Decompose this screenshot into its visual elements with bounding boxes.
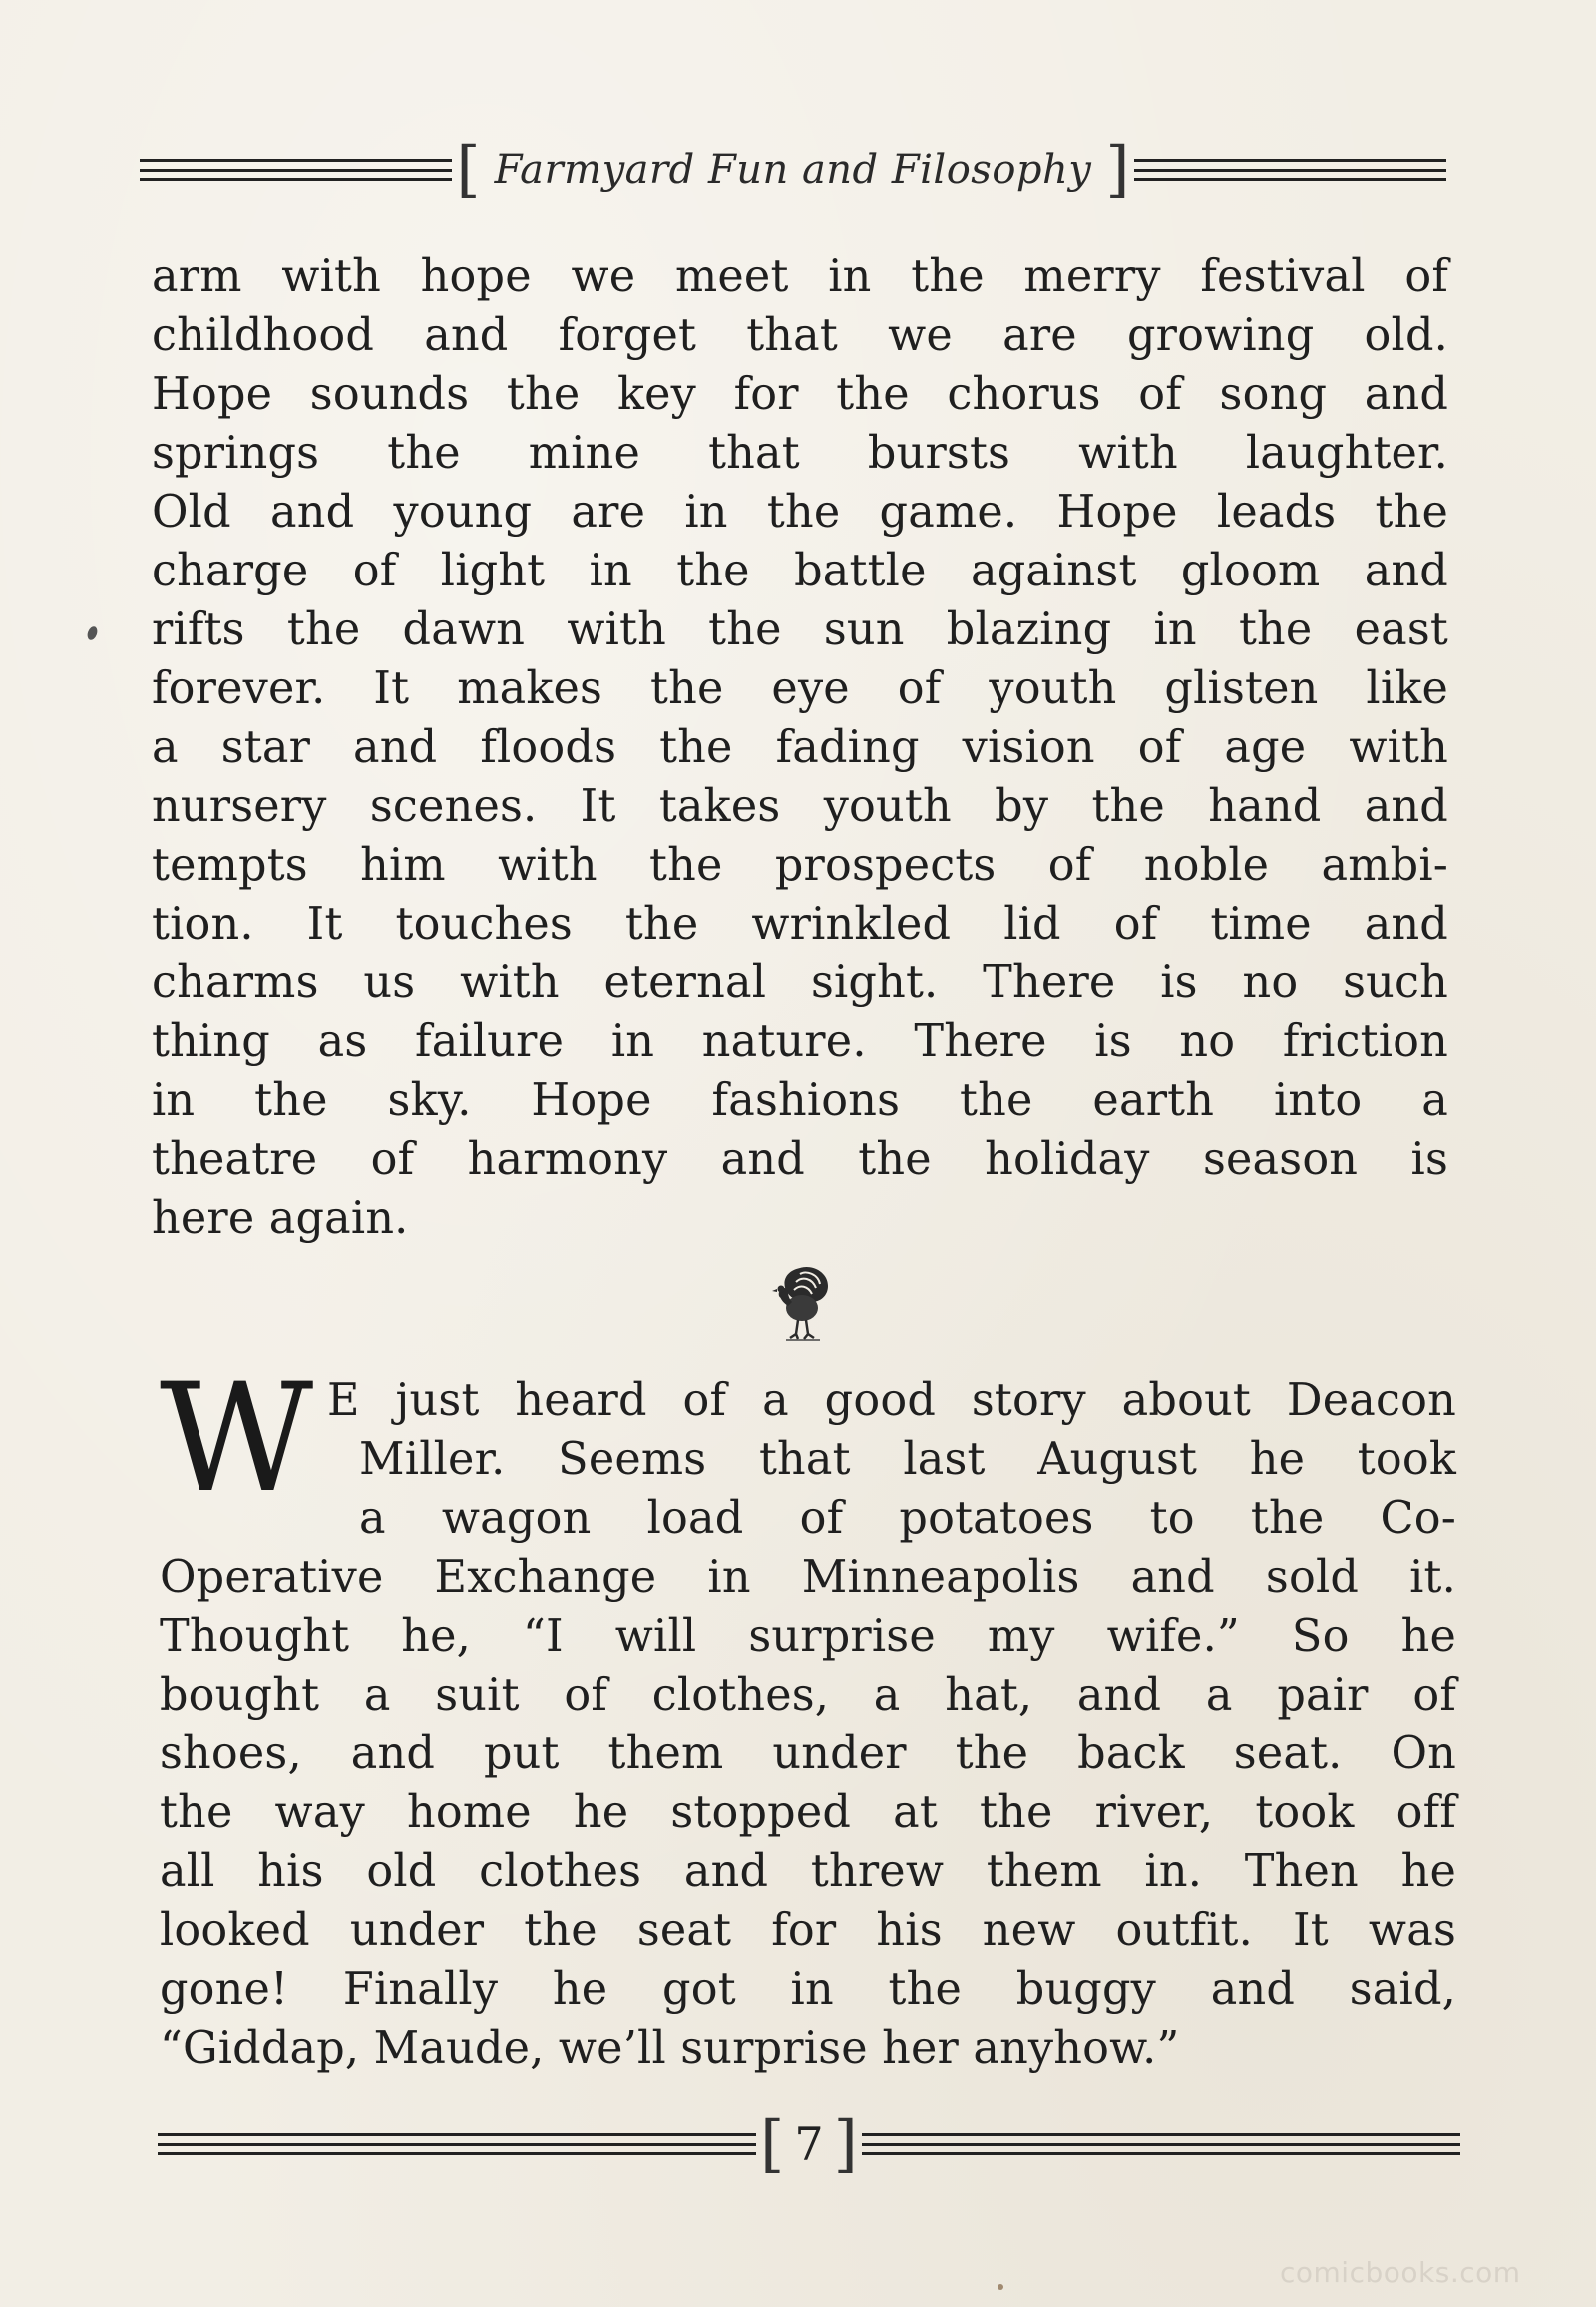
text-line: nursery scenes. It takes youth by the hand and	[152, 781, 1448, 832]
text-line: theatre of harmony and the holiday season is	[152, 1134, 1448, 1185]
text-line: Old and young are in the game. Hope leads the	[152, 487, 1448, 538]
page-number: 7	[794, 2117, 824, 2171]
text-line: charms us with eternal sight. There is no such	[152, 958, 1448, 1008]
text-line: springs the mine that bursts with laughter.	[152, 428, 1448, 479]
text-line: a star and floods the fading vision of age with	[152, 722, 1448, 773]
text-line: forever. It makes the eye of youth glisten like	[152, 663, 1448, 714]
text-line: a wagon load of potatoes to the Co-	[359, 1493, 1456, 1544]
text-line: “Giddap, Maude, we’ll surprise her anyhow.”	[160, 2023, 1180, 2074]
turkey-icon	[766, 1262, 838, 1342]
text-line: in the sky. Hope fashions the earth into a	[152, 1075, 1448, 1126]
text-line: Hope sounds the key for the chorus of song and	[152, 369, 1448, 420]
text-line: thing as failure in nature. There is no friction	[152, 1016, 1448, 1067]
watermark: comicbooks.com	[1280, 2256, 1521, 2289]
text-line: the way home he stopped at the river, took off	[160, 1787, 1456, 1838]
text-line: all his old clothes and threw them in. Then he	[160, 1846, 1456, 1897]
text-line: E just heard of a good story about Deacon	[327, 1375, 1456, 1426]
text-line: arm with hope we meet in the merry festival of	[152, 251, 1448, 302]
paper-speck	[998, 2284, 1003, 2290]
running-title: Farmyard Fun and Filosophy	[494, 147, 1092, 192]
page-footer	[158, 2110, 1460, 2179]
footer-bracket-close: ]	[833, 2108, 858, 2180]
text-line: childhood and forget that we are growing old.	[152, 310, 1448, 361]
header-bracket-open: [	[456, 133, 481, 205]
text-line: Operative Exchange in Minneapolis and sold it.	[160, 1552, 1456, 1603]
footer-bracket-open: [	[760, 2108, 785, 2180]
text-line: looked under the seat for his new outfit. It was	[160, 1905, 1456, 1956]
paragraph-hope	[152, 247, 1448, 1248]
paper-speck	[86, 625, 99, 641]
header-rule-right	[1134, 159, 1446, 181]
text-line: charge of light in the battle against gloom and	[152, 546, 1448, 596]
paragraph-deacon-miller	[160, 1371, 1456, 2078]
footer-rule-left	[158, 2133, 756, 2155]
text-line: here again.	[152, 1193, 409, 1244]
header-rule-left	[140, 159, 452, 181]
text-line: tempts him with the prospects of noble ambi-	[152, 840, 1448, 891]
text-line: tion. It touches the wrinkled lid of time and	[152, 899, 1448, 950]
running-header	[140, 133, 1446, 205]
text-line: gone! Finally he got in the buggy and said,	[160, 1964, 1456, 2015]
text-line: Miller. Seems that last August he took	[359, 1434, 1456, 1485]
text-line: Thought he, “I will surprise my wife.” So he	[160, 1611, 1456, 1662]
text-line: shoes, and put them under the back seat. On	[160, 1729, 1456, 1779]
header-bracket-close: ]	[1105, 133, 1130, 205]
footer-rule-right	[862, 2133, 1460, 2155]
text-line: bought a suit of clothes, a hat, and a pair of	[160, 1670, 1456, 1721]
text-line: rifts the dawn with the sun blazing in the east	[152, 604, 1448, 655]
drop-cap: W	[160, 1352, 314, 1526]
